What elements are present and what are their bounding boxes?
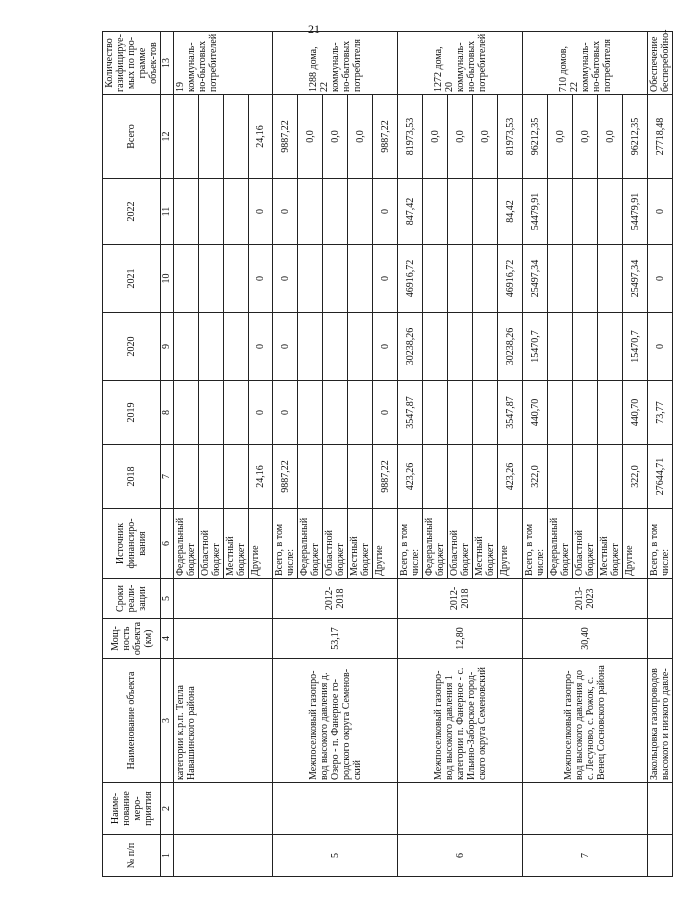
value-cell: 0	[273, 381, 298, 445]
column-number-row	[161, 32, 174, 877]
value-cell: 15470,7	[623, 313, 648, 381]
header-capacity: Мощ-ность объекта (км)	[103, 619, 161, 659]
implementation-term: 2013-2023	[523, 579, 648, 619]
value-cell	[174, 313, 199, 381]
value-cell: 0	[373, 245, 398, 313]
header-num: № п/п	[103, 835, 161, 877]
value-cell: 0,0	[448, 95, 473, 179]
value-cell	[348, 381, 373, 445]
value-cell: 54479,91	[623, 179, 648, 245]
column-number: 12	[161, 95, 174, 179]
value-cell: 0	[249, 381, 273, 445]
value-cell	[423, 179, 448, 245]
source-cell: Местный бюджет	[348, 509, 373, 579]
value-cell: 847,42	[398, 179, 423, 245]
value-cell: 24,16	[249, 445, 273, 509]
value-cell	[473, 245, 498, 313]
column-number: 11	[161, 179, 174, 245]
value-cell	[473, 179, 498, 245]
value-cell	[448, 445, 473, 509]
source-cell: Другие	[623, 509, 648, 579]
value-cell	[548, 313, 573, 381]
source-cell: Всего, в том числе:	[648, 509, 673, 579]
value-cell: 81973,53	[498, 95, 523, 179]
value-cell: 46916,72	[398, 245, 423, 313]
value-cell	[573, 445, 598, 509]
value-cell: 0	[373, 179, 398, 245]
capacity: 30,40	[523, 619, 648, 659]
column-number: 7	[161, 445, 174, 509]
event-cell	[273, 783, 398, 835]
source-cell: Областной бюджет	[323, 509, 348, 579]
source-cell: Всего, в том числе:	[398, 509, 423, 579]
value-cell	[174, 381, 199, 445]
value-cell	[298, 245, 323, 313]
value-cell	[323, 313, 348, 381]
value-cell	[298, 313, 323, 381]
value-cell: 423,26	[398, 445, 423, 509]
value-cell	[473, 445, 498, 509]
table-row	[174, 32, 199, 877]
value-cell	[199, 179, 224, 245]
value-cell	[573, 179, 598, 245]
value-cell: 84,42	[498, 179, 523, 245]
column-number: 4	[161, 619, 174, 659]
event-cell	[648, 783, 673, 835]
value-cell: 440,70	[623, 381, 648, 445]
value-cell	[199, 445, 224, 509]
value-cell	[548, 179, 573, 245]
column-number: 10	[161, 245, 174, 313]
value-cell: 0,0	[423, 95, 448, 179]
header-count: Количество газифицируе-мых по про-грамме объек-тов	[103, 32, 161, 95]
value-cell: 15470,7	[523, 313, 548, 381]
capacity: 53,17	[273, 619, 398, 659]
value-cell	[423, 245, 448, 313]
value-cell: 0,0	[348, 95, 373, 179]
value-cell	[298, 445, 323, 509]
value-cell	[598, 245, 623, 313]
value-cell	[448, 313, 473, 381]
value-cell: 0	[648, 313, 673, 381]
term-cell	[174, 579, 273, 619]
value-cell	[199, 313, 224, 381]
value-cell: 0,0	[548, 95, 573, 179]
object-name: категории к.р.п. Тепла Навашинского района	[174, 659, 273, 783]
value-cell	[448, 245, 473, 313]
value-cell: 3547,87	[498, 381, 523, 445]
value-cell: 54479,91	[523, 179, 548, 245]
value-cell: 0	[273, 313, 298, 381]
page-number: 21	[308, 22, 320, 36]
value-cell	[448, 381, 473, 445]
value-cell	[174, 179, 199, 245]
source-cell: Областной бюджет	[573, 509, 598, 579]
value-cell: 0,0	[573, 95, 598, 179]
header-2022: 2022	[103, 179, 161, 245]
value-cell	[573, 245, 598, 313]
object-count: 1288 дома, 22 коммуналь-но-бытовых потребителя	[273, 32, 398, 95]
value-cell: 0	[373, 313, 398, 381]
table-row	[398, 32, 423, 877]
header-event: Наиме-нование меро-приятия	[103, 783, 161, 835]
column-number: 1	[161, 835, 174, 877]
source-cell: Другие	[498, 509, 523, 579]
value-cell	[323, 381, 348, 445]
value-cell	[224, 445, 249, 509]
value-cell: 96212,35	[623, 95, 648, 179]
header-row	[103, 32, 161, 877]
value-cell: 322,0	[623, 445, 648, 509]
header-2018: 2018	[103, 445, 161, 509]
value-cell: 9887,22	[273, 95, 298, 179]
value-cell	[573, 313, 598, 381]
value-cell: 0	[648, 179, 673, 245]
value-cell	[598, 179, 623, 245]
source-cell: Областной бюджет	[199, 509, 224, 579]
value-cell: 46916,72	[498, 245, 523, 313]
column-number: 6	[161, 509, 174, 579]
capacity-cell	[174, 619, 273, 659]
source-cell: Всего, в том числе:	[273, 509, 298, 579]
header-2019: 2019	[103, 381, 161, 445]
object-name: Межпоселковый газопро-вод высокого давления 1 категории п. Фанерное - с. Ильино-Заборское город-ского округа Семеновский	[398, 659, 523, 783]
value-cell	[174, 245, 199, 313]
value-cell	[298, 179, 323, 245]
object-count: Обеспечение бесперебойно-	[648, 32, 673, 95]
value-cell: 423,26	[498, 445, 523, 509]
capacity-cell	[648, 619, 673, 659]
header-2020: 2020	[103, 313, 161, 381]
value-cell: 0	[249, 245, 273, 313]
object-name: Межпоселковый газопро-вод высокого давления до с. Лесуново, с. Рожок, с. Венец Сосновского района	[523, 659, 648, 783]
capacity: 12,80	[398, 619, 523, 659]
value-cell	[199, 245, 224, 313]
value-cell	[598, 381, 623, 445]
financing-table	[102, 31, 673, 877]
term-cell	[648, 579, 673, 619]
object-name: Закольцовка газопроводов высокого и низкого давле-	[648, 659, 673, 783]
value-cell	[573, 381, 598, 445]
value-cell: 9887,22	[273, 445, 298, 509]
value-cell: 0	[273, 179, 298, 245]
header-total: Всего	[103, 95, 161, 179]
value-cell: 27644,71	[648, 445, 673, 509]
value-cell	[598, 313, 623, 381]
value-cell	[174, 445, 199, 509]
value-cell	[548, 245, 573, 313]
value-cell: 96212,35	[523, 95, 548, 179]
value-cell	[348, 179, 373, 245]
value-cell: 73,77	[648, 381, 673, 445]
column-number: 2	[161, 783, 174, 835]
row-number: 7	[523, 835, 648, 877]
row-num-cell	[648, 835, 673, 877]
value-cell	[298, 381, 323, 445]
column-number: 9	[161, 313, 174, 381]
value-cell: 0	[249, 179, 273, 245]
value-cell: 0,0	[298, 95, 323, 179]
value-cell	[224, 95, 249, 179]
value-cell	[473, 313, 498, 381]
column-number: 13	[161, 32, 174, 95]
source-cell: Федеральный бюджет	[174, 509, 199, 579]
column-number: 8	[161, 381, 174, 445]
value-cell	[548, 445, 573, 509]
source-cell: Областной бюджет	[448, 509, 473, 579]
source-cell: Федеральный бюджет	[298, 509, 323, 579]
source-cell: Местный бюджет	[473, 509, 498, 579]
implementation-term: 2012-2018	[273, 579, 398, 619]
object-count: 19 коммуналь-но-бытовых потребителей	[174, 32, 273, 95]
value-cell	[224, 245, 249, 313]
value-cell: 81973,53	[398, 95, 423, 179]
value-cell: 440,70	[523, 381, 548, 445]
table-row	[648, 32, 673, 877]
value-cell: 9887,22	[373, 95, 398, 179]
value-cell	[323, 179, 348, 245]
value-cell: 30238,26	[498, 313, 523, 381]
value-cell	[423, 313, 448, 381]
value-cell	[199, 95, 224, 179]
value-cell: 322,0	[523, 445, 548, 509]
value-cell	[448, 179, 473, 245]
value-cell: 0	[249, 313, 273, 381]
value-cell	[224, 381, 249, 445]
value-cell: 0,0	[473, 95, 498, 179]
value-cell: 25497,34	[523, 245, 548, 313]
value-cell	[199, 381, 224, 445]
object-count: 1272 дома, 20 коммуналь-но-бытовых потребителей	[398, 32, 523, 95]
value-cell	[174, 95, 199, 179]
header-source: Источник финансиро-вания	[103, 509, 161, 579]
table-row	[523, 32, 548, 877]
value-cell: 0	[648, 245, 673, 313]
value-cell	[224, 313, 249, 381]
value-cell: 9887,22	[373, 445, 398, 509]
value-cell	[323, 245, 348, 313]
value-cell	[423, 381, 448, 445]
value-cell	[348, 445, 373, 509]
value-cell: 0,0	[323, 95, 348, 179]
source-cell: Местный бюджет	[598, 509, 623, 579]
value-cell	[548, 381, 573, 445]
value-cell	[423, 445, 448, 509]
header-2021: 2021	[103, 245, 161, 313]
value-cell: 30238,26	[398, 313, 423, 381]
event-cell	[174, 783, 273, 835]
value-cell	[224, 179, 249, 245]
source-cell: Местный бюджет	[224, 509, 249, 579]
event-cell	[398, 783, 523, 835]
object-count: 710 домов, 22 коммуналь-но-бытовых потребителя	[523, 32, 648, 95]
event-cell	[523, 783, 648, 835]
implementation-term: 2012-2018	[398, 579, 523, 619]
value-cell: 25497,34	[623, 245, 648, 313]
value-cell	[473, 381, 498, 445]
value-cell	[348, 313, 373, 381]
source-cell: Федеральный бюджет	[548, 509, 573, 579]
source-cell: Другие	[249, 509, 273, 579]
source-cell: Федеральный бюджет	[423, 509, 448, 579]
value-cell: 0,0	[598, 95, 623, 179]
column-number: 5	[161, 579, 174, 619]
source-cell: Всего, в том числе:	[523, 509, 548, 579]
value-cell	[348, 245, 373, 313]
value-cell: 3547,87	[398, 381, 423, 445]
header-object: Наименование объекта	[103, 659, 161, 783]
object-name: Межпоселковый газопро-вод высокого давления д. Озеро - п. Фанерное го-родского округа Семенов-ский	[273, 659, 398, 783]
value-cell	[323, 445, 348, 509]
value-cell: 27718,48	[648, 95, 673, 179]
rotated-table-wrapper	[102, 29, 671, 877]
value-cell: 24,16	[249, 95, 273, 179]
column-number: 3	[161, 659, 174, 783]
value-cell	[598, 445, 623, 509]
value-cell: 0	[273, 245, 298, 313]
row-num-cell	[174, 835, 273, 877]
source-cell: Другие	[373, 509, 398, 579]
table-row	[273, 32, 298, 877]
row-number: 5	[273, 835, 398, 877]
row-number: 6	[398, 835, 523, 877]
value-cell: 0	[373, 381, 398, 445]
header-term: Сроки реали-зации	[103, 579, 161, 619]
